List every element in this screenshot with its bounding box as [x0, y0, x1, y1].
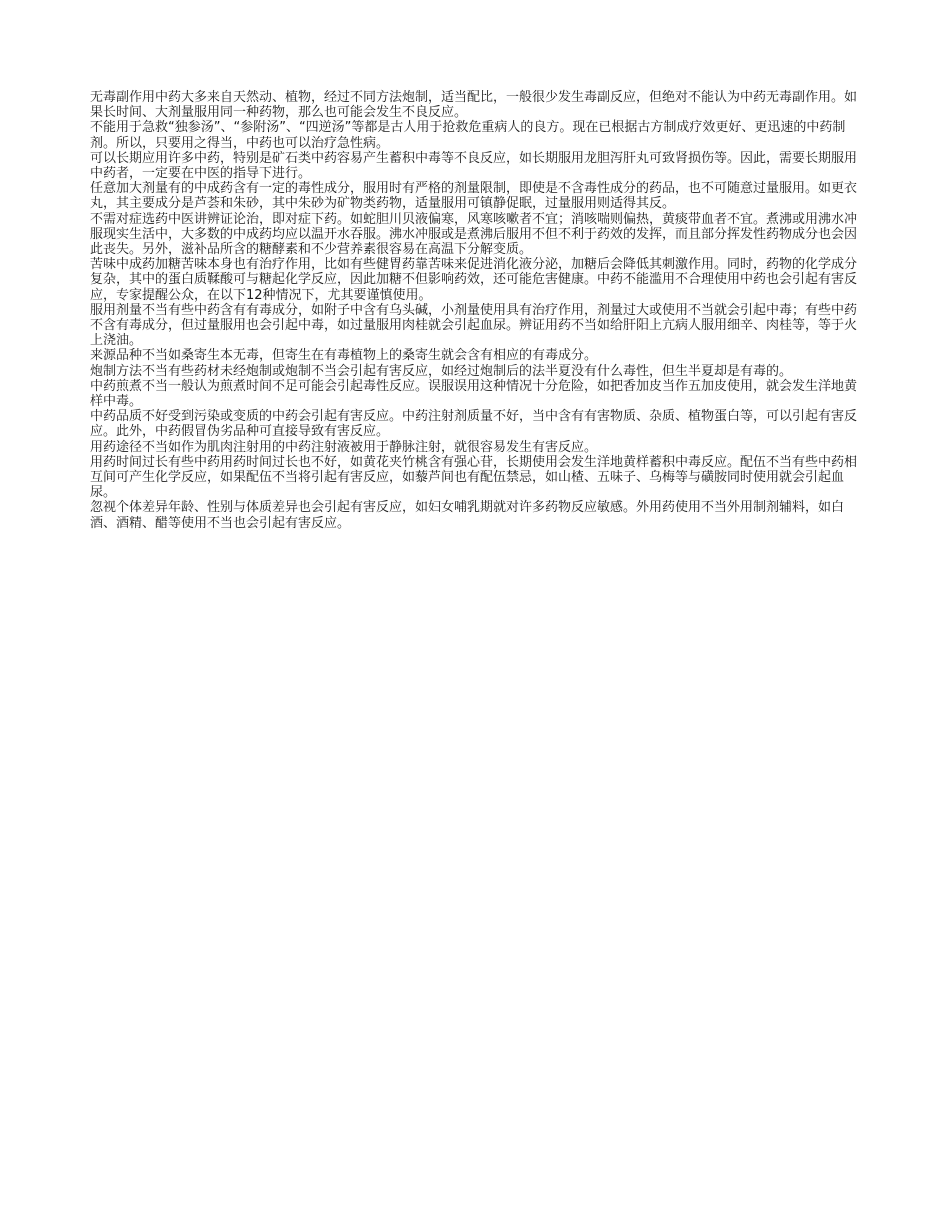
- paragraph-processing-method: 炮制方法不当有些药材未经炮制或炮制不当会引起有害反应，如经过炮制后的法半夏没有什么毒性，但生半夏却是有毒的。: [90, 363, 793, 379]
- paragraph-quality: 中药品质不好受到污染或变质的中药会引起有害反应。中药注射剂质量不好，当中含有有害物质、杂质、植物蛋白等，可以引起有害反应。此外，中药假冒伪劣品种可直接导致有害反应。: [90, 409, 858, 440]
- paragraph-dosage-increase: 任意加大剂量有的中成药含有一定的毒性成分，服用时有严格的剂量限制，即使是不含毒性成分的药品，也不可随意过量服用。如更衣丸，其主要成分是芦荟和朱砂，其中朱砂为矿物类药物，适量服用可镇静促眠，过量服用则适得其反。: [90, 181, 858, 212]
- paragraph-symptom-matching: 不需对症选药中医讲辨证论治，即对症下药。如蛇胆川贝液偏寒，风寒咳嗽者不宜；消咳喘则偏热，黄痰带血者不宜。煮沸或用沸水冲服现实生活中，大多数的中成药均应以温开水吞服。沸水冲服或是煮沸后服用不但不利于药效的发挥，而且部分挥发性药物成分也会因此丧失。另外，滋补品所含的糖酵素和不少营养素很容易在高温下分解变质。: [90, 211, 858, 258]
- paragraph-emergency-use: 不能用于急救“独参汤”、“参附汤”、“四逆汤”等都是古人用于抢救危重病人的良方。现在已根据古方制成疗效更好、更迅速的中药制剂。所以，只要用之得当，中药也可以治疗急性病。: [90, 120, 846, 151]
- paragraph-source-variety: 来源品种不当如桑寄生本无毒，但寄生在有毒植物上的桑寄生就会含有相应的有毒成分。: [90, 348, 598, 364]
- paragraph-no-side-effects: 无毒副作用中药大多来自天然动、植物，经过不同方法炮制，适当配比，一般很少发生毒副反应，但绝对不能认为中药无毒副作用。如果长时间、大剂量服用同一种药物，那么也可能会发生不良反应。: [90, 90, 858, 121]
- document-body: [90, 90, 862, 531]
- paragraph-long-term-use: 可以长期应用许多中药，特别是矿石类中药容易产生蓄积中毒等不良反应，如长期服用龙胆泻肝丸可致肾损伤等。因此，需要长期服用中药者，一定要在中医的指导下进行。: [90, 150, 858, 182]
- paragraph-adding-sugar: 苦味中成药加糖苦味本身也有治疗作用，比如有些健胃药靠苦味来促进消化液分泌，加糖后会降低其刺激作用。同时，药物的化学成分复杂，其中的蛋白质鞣酸可与糖起化学反应，因此加糖不但影响药效，还可能危害健康。中药不能滥用不合理使用中药也会引起有害反应，专家提醒公众，在以下12种情况下，尤其要谨慎使用。: [90, 257, 858, 303]
- paragraph-administration-route: 用药途径不当如作为肌肉注射用的中药注射液被用于静脉注射，就很容易发生有害反应。: [90, 439, 598, 455]
- paragraph-improper-dosage: 服用剂量不当有些中药含有有毒成分，如附子中含有乌头碱，小剂量使用具有治疗作用，剂量过大或使用不当就会引起中毒；有些中药不含有毒成分，但过量服用也会引起中毒，如过量服用肉桂就会引起血尿。辨证用药不当如给肝阳上亢病人服用细辛、肉桂等，等于火上浇油。: [90, 302, 858, 349]
- paragraph-individual-differences: 忽视个体差异年龄、性别与体质差异也会引起有害反应，如妇女哺乳期就对许多药物反应敏感。外用药使用不当外用制剂辅料，如白酒、酒精、醋等使用不当也会引起有害反应。: [90, 500, 845, 531]
- paragraph-decoction: 中药煎煮不当一般认为煎煮时间不足可能会引起毒性反应。误服误用这种情况十分危险，如把香加皮当作五加皮使用，就会发生洋地黄样中毒。: [90, 378, 858, 410]
- paragraph-duration-compatibility: 用药时间过长有些中药用药时间过长也不好，如黄花夹竹桃含有强心苷，长期使用会发生洋地黄样蓄积中毒反应。配伍不当有些中药相互间可产生化学反应，如果配伍不当将引起有害反应，如藜芦间也有配伍禁忌，如山楂、五味子、乌梅等与磺胺同时使用就会引起血尿。: [90, 454, 858, 501]
